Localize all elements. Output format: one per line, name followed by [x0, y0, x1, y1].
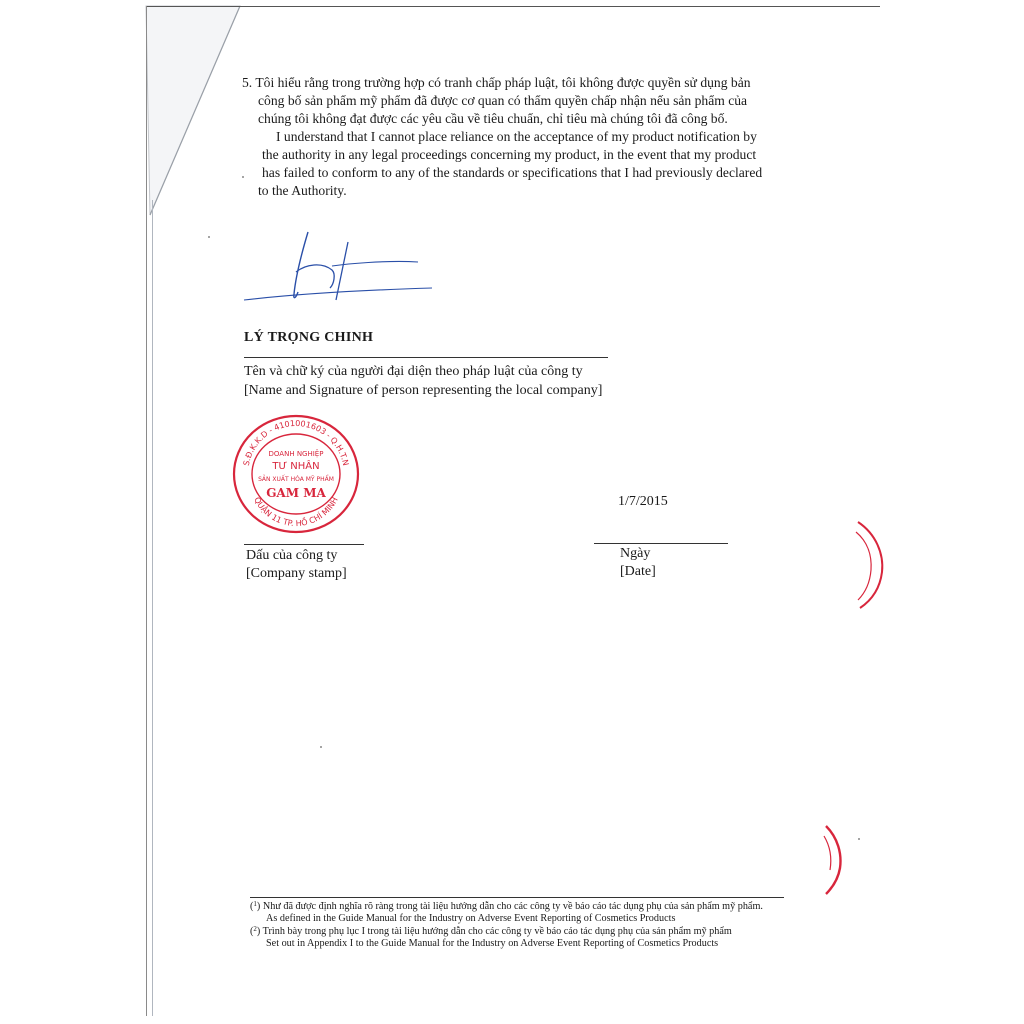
footnote-2-en: Set out in Appendix I to the Guide Manual for the Industry on Adverse Event Reporting of Cosmetics Products	[266, 937, 719, 949]
page-fold-corner	[140, 0, 250, 230]
scan-speck	[208, 236, 210, 238]
signatory-name: LÝ TRỌNG CHINH	[244, 330, 374, 345]
footnote-1-en: As defined in the Guide Manual for the Industry on Adverse Event Reporting of Cosmetics Products	[266, 912, 676, 924]
p5-en-line-1: I understand that I cannot place reliance on the acceptance of my product notification by	[276, 129, 757, 144]
date-caption-en: [Date]	[620, 564, 656, 579]
scan-speck	[242, 176, 244, 178]
scan-margin	[0, 0, 146, 1024]
paragraph-5	[242, 74, 822, 200]
p5-en-line-3: has failed to conform to any of the standards or specifications that I had previously declared	[262, 165, 763, 180]
company-stamp	[228, 408, 364, 538]
footnotes	[250, 899, 810, 949]
stamp-line-1: DOANH NGHIỆP	[268, 450, 324, 458]
signature-graphic	[236, 222, 436, 322]
footnote-1-vi: ($^1$) Như đã được định nghĩa rõ ràng trong tài liệu hướng dẫn cho các công ty về báo cáo tác dụng phụ của sản phẩm mỹ phẩm.	[250, 900, 763, 912]
scan-speck	[858, 838, 860, 840]
signatory-caption	[244, 362, 602, 400]
stamp-line-4: GAM MA	[266, 486, 326, 500]
stamp-caption-en: [Company stamp]	[246, 566, 347, 581]
page-left-shadow	[152, 200, 153, 1016]
stamp-ring-text: S.Đ.K.K.D - 4101001603 - Q.H.T.N	[241, 418, 351, 467]
footnote-2-vi-text: Trình bày trong phụ lục I trong tài liệu hướng dẫn cho các công ty về báo cáo tác dụng phụ của sản phẩm mỹ phẩm	[262, 926, 732, 938]
stamp-caption	[246, 547, 347, 583]
page-top-edge	[146, 6, 880, 7]
signature-rule	[244, 357, 608, 358]
scan-speck	[320, 746, 322, 748]
stamp-line-2: TƯ NHÂN	[272, 461, 320, 472]
date-value: 1/7/2015	[618, 494, 668, 509]
page-left-edge	[146, 6, 147, 1016]
signatory-caption-en: [Name and Signature of person representing the local company]	[244, 383, 603, 398]
stamp-line-3: SẢN XUẤT HÓA MỸ PHẨM	[258, 476, 334, 483]
signatory-caption-vi: Tên và chữ ký của người đại diện theo pháp luật của công ty	[244, 364, 583, 379]
date-caption	[620, 545, 656, 581]
p5-vi-line-1: 5. Tôi hiểu rằng trong trường hợp có tranh chấp pháp luật, tôi không được quyền sử dụng bản	[242, 75, 751, 90]
footnote-rule	[250, 897, 784, 898]
date-caption-vi: Ngày	[620, 546, 651, 561]
footnote-2-mark: 2	[253, 925, 257, 934]
edge-stamp-fragment-top	[852, 518, 892, 610]
footnote-1-mark: 1	[253, 900, 257, 908]
date-rule	[594, 543, 728, 544]
p5-vi-line-3: chúng tôi không đạt được các yêu cầu về tiêu chuẩn, chỉ tiêu mà chúng tôi đã công bố.	[258, 111, 728, 126]
stamp-rule	[244, 544, 364, 545]
stamp-caption-vi: Dấu của công ty	[246, 548, 338, 563]
p5-en-line-4: to the Authority.	[258, 183, 347, 198]
p5-vi-line-2: công bố sản phẩm mỹ phẩm đã được cơ quan có thẩm quyền chấp nhận nếu sản phẩm của	[258, 93, 748, 108]
footnote-1-vi-text: Như đã được định nghĩa rõ ràng trong tài liệu hướng dẫn cho các công ty về báo cáo tác dụng phụ của sản phẩm mỹ phẩm.	[262, 901, 763, 912]
edge-stamp-fragment-bottom	[818, 822, 848, 896]
stamp-ring-bottom-text: QUẬN 11 TP. HỒ CHÍ MINH	[252, 495, 340, 529]
p5-en-line-2: the authority in any legal proceedings concerning my product, in the event that my product	[262, 147, 757, 162]
footnote-2-vi: ($^2$) Trình bày trong phụ lục I trong tài liệu hướng dẫn cho các công ty về báo cáo tác dụng phụ của sản phẩm mỹ phẩm	[250, 925, 732, 938]
